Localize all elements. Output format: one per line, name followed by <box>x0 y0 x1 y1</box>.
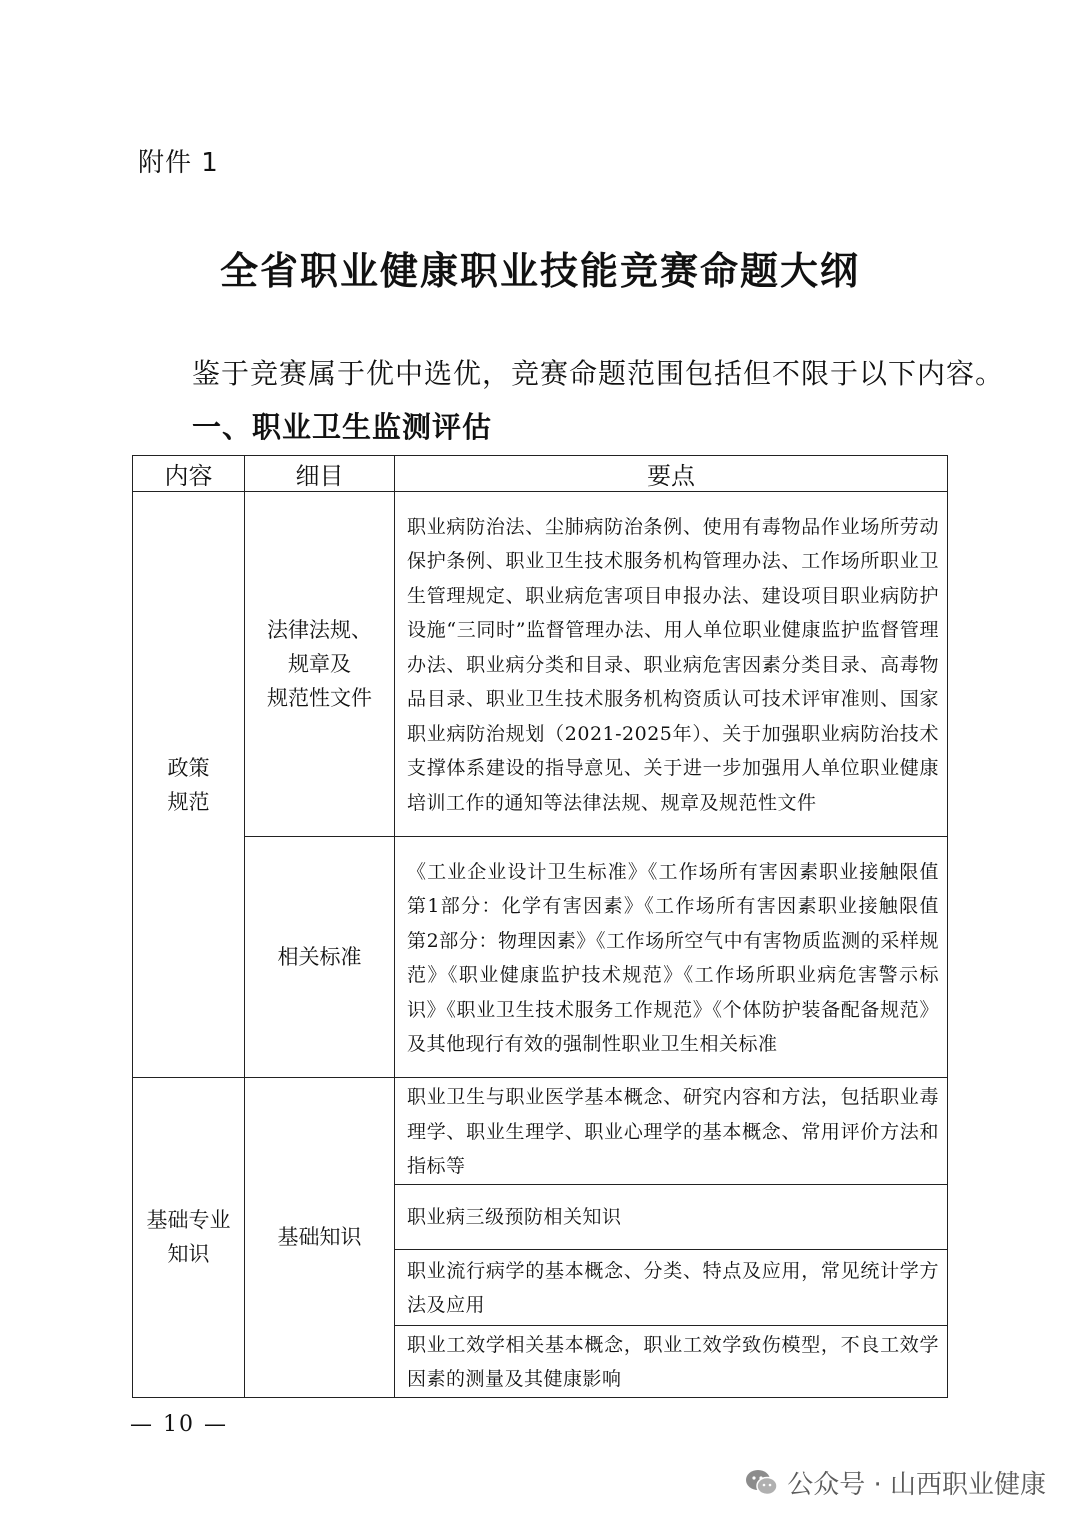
subcategory-cell <box>245 1078 395 1398</box>
subcategory-label: 法律法规、 规章及 规范性文件 <box>267 618 372 710</box>
header-content: 内容 <box>133 456 245 492</box>
category-cell <box>133 1078 245 1398</box>
page-number: — 10 — <box>130 1412 228 1437</box>
subcategory-cell <box>245 492 395 837</box>
key-points-cell: 职业病防治法、尘肺病防治条例、使用有毒物品作业场所劳动保护条例、职业卫生技术服务机构管理办法、工作场所职业卫生管理规定、职业病危害项目申报办法、建设项目职业病防护设施“三同时”监督管理办法、用人单位职业健康监护监督管理办法、职业病分类和目录、职业病危害因素分类目录、高毒物品目录、职业卫生技术服务机构资质认可技术评审准则、国家职业病防治规划（2021-2025年）、关于加强职业病防治技术支撑体系建设的指导意见、关于进一步加强用人单位职业健康培训工作的通知等法律法规、规章及规范性文件 <box>395 492 948 837</box>
subcategory-cell <box>245 837 395 1078</box>
section-heading: 一、职业卫生监测评估 <box>192 410 493 444</box>
document-title: 全省职业健康职业技能竞赛命题大纲 <box>219 249 860 293</box>
table-header-row <box>133 456 948 492</box>
table-row <box>133 837 948 1078</box>
key-points-cell: 《工业企业设计卫生标准》《工作场所有害因素职业接触限值 第1部分：化学有害因素》《工作场所有害因素职业接触限值 第2部分：物理因素》《工作场所空气中有害物质监测的采样规范》《职业健康监护技术规范》《工作场所职业病危害警示标识》《职业卫生技术服务工作规范》《个体防护装备配备规范》及其他现行有效的强制性职业卫生相关标准 <box>395 837 948 1078</box>
key-points-cell: 职业工效学相关基本概念，职业工效学致伤模型，不良工效学因素的测量及其健康影响 <box>395 1325 948 1397</box>
category-label: 基础专业 知识 <box>146 1208 231 1267</box>
intro-paragraph: 鉴于竞赛属于优中选优，竞赛命题范围包括但不限于以下内容。 <box>192 357 1005 390</box>
watermark <box>745 1464 1046 1501</box>
header-key-points: 要点 <box>395 456 948 492</box>
category-cell <box>133 492 245 1078</box>
key-points-cell: 职业病三级预防相关知识 <box>395 1184 948 1249</box>
outline-table <box>132 455 948 1398</box>
header-detail: 细目 <box>245 456 395 492</box>
attachment-label: 附件 1 <box>138 148 219 178</box>
category-label: 政策 规范 <box>167 755 210 814</box>
key-points-cell: 职业卫生与职业医学基本概念、研究内容和方法，包括职业毒理学、职业生理学、职业心理学的基本概念、常用评价方法和指标等 <box>395 1078 948 1185</box>
wechat-icon <box>745 1468 779 1498</box>
table-row <box>133 1078 948 1185</box>
watermark-text: 公众号 · 山西职业健康 <box>787 1470 1046 1500</box>
table-row <box>133 492 948 837</box>
key-points-cell: 职业流行病学的基本概念、分类、特点及应用，常见统计学方法及应用 <box>395 1249 948 1325</box>
subcategory-label: 相关标准 <box>277 945 362 969</box>
subcategory-label: 基础知识 <box>277 1225 362 1250</box>
